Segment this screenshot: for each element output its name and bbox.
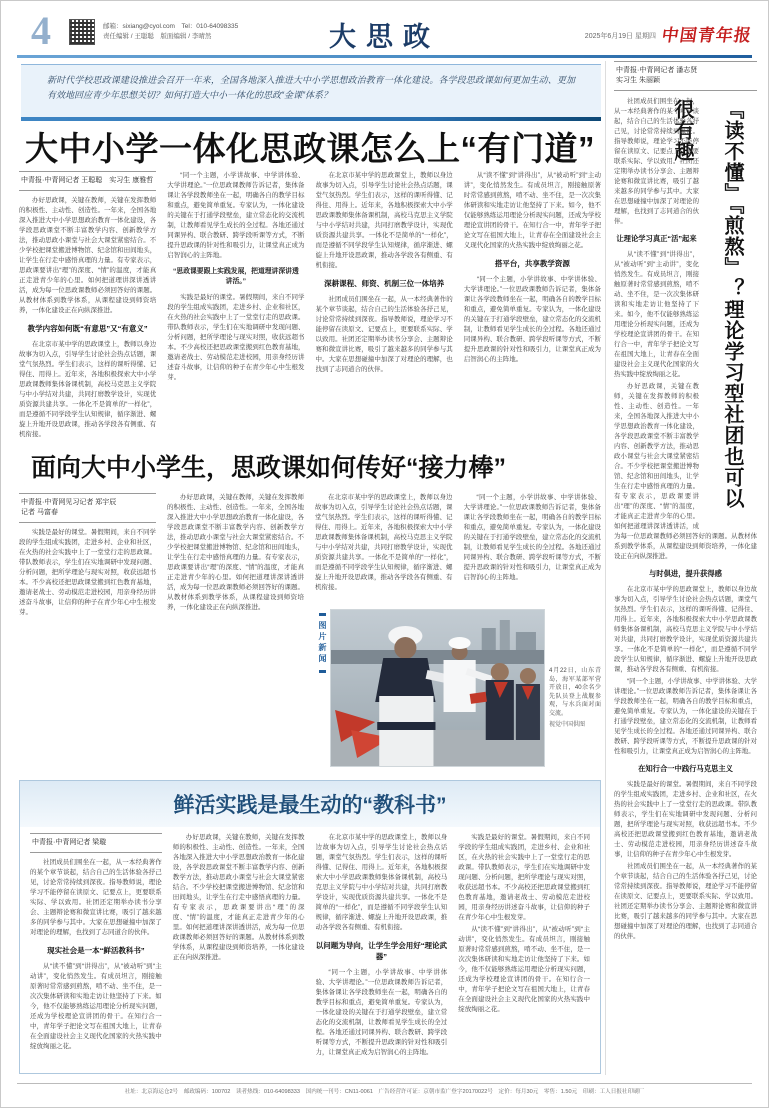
article3-col1 — [30, 833, 162, 1067]
article1-paragraph: “同一个主题，小学讲故事、中学讲体验、大学讲理论。”一位思政课教师告诉记者，集体备课让各学段教师坐在一起，明确各自的教学目标和重点，避免简单重复。专家认为，一体化建设的关键在于打通学段壁垒，建立常态化的交流机制，让教师看见学生成长的全过程。各地还通过同课异构、联合教研、跨学段听课等方式，不断提升思政课的针对性和吸引力，让课堂真正成为启智润心的主阵地。 — [167, 172, 305, 259]
page-header — [17, 8, 754, 53]
article1-pull-quote: “思政课要跟上实践发展，把道理讲深讲透讲活。” — [173, 268, 299, 285]
article1-byline: 中青报·中青网记者 王聪聪 实习生 康雅哲 — [19, 171, 156, 191]
dateline: 2025年6月19日 星期四 — [584, 33, 656, 40]
article3-byline: 中青报·中青网记者 梁璇 — [30, 833, 162, 853]
article1-subhead-1: 教学内容如何既“有意思”又“有意义” — [27, 324, 148, 333]
article1-paragraph: 社团成员们围坐在一起，从一本经典著作的某个章节谈起，结合自己的生活体验各抒己见，讨论常常持续到深夜。指导教师说，理论学习不能停留在读原文、记要点上，更要联系实际、学以致用。社团还定期举办读书分享会、主题辩论赛和微宣讲比赛，吸引了越来越多的同学参与其中。大家在思想碰撞中加深了对理论的理解，也找到了志同道合的伙伴。 — [315, 296, 453, 373]
article1-paragraph: 实践是最好的课堂。暑假期间，来自不同学段的学生组成实践团，走进乡村、企业和社区，在火热的社会实践中上了一堂堂行走的思政课。带队教师表示，学生们在实地调研中发现问题、分析问题，把所学理论与现实对照，收获远超书本。不少高校还把思政课堂搬到红色教育基地，邀请老战士、劳动模范走进校园，用亲身经历讲述奋斗故事，让信仰的种子在青少年心中生根发芽。 — [167, 294, 305, 381]
article3-subhead-1: 现实社会是一本“鲜活教科书” — [47, 946, 145, 955]
right-column-article — [605, 61, 757, 1075]
photo-caption — [545, 609, 601, 767]
article1-col2 — [167, 171, 304, 437]
article2-col1 — [19, 493, 156, 771]
label-square-icon — [319, 670, 326, 673]
right-column-paragraph: 社团成员们围坐在一起，从一本经典著作的某个章节谈起，结合自己的生活体验各抒己见，讨论常常持续到深夜。指导教师说，理论学习不能停留在读原文、记要点上，更要联系实际、学以致用。社团还定期举办读书分享会、主题辩论赛和微宣讲比赛，吸引了越来越多的同学参与其中。大家在思想碰撞中加深了对理论的理解，也找到了志同道合的伙伴。 — [614, 98, 699, 225]
right-column-byline-line1: 中青报·中青网记者 潘志贤 — [616, 67, 698, 74]
header-rule — [17, 55, 752, 58]
contact-email: 邮箱：sixiang@cyol.com Tel：010-64098335 — [103, 23, 239, 30]
article1-col1 — [19, 171, 156, 437]
article3-col3 — [316, 833, 448, 1067]
article3-paragraph: 实践是最好的课堂。暑假期间，来自不同学段的学生组成实践团，走进乡村、企业和社区，在火热的社会实践中上了一堂堂行走的思政课。带队教师表示，学生们在实地调研中发现问题、分析问题，把所学理论与现实对照，收获远超书本。不少高校还把思政课堂搬到红色教育基地，邀请老战士、劳动模范走进校园，用亲身经历讲述奋斗故事，让信仰的种子在青少年心中生根发芽。 — [458, 834, 590, 921]
article3-col2 — [173, 833, 305, 1067]
page-number: 4 — [31, 8, 51, 53]
article1-subhead-2: 深耕课程、师资、机制三位一体培养 — [324, 279, 445, 288]
article3-headline-band — [20, 781, 600, 827]
editor-note-box — [21, 64, 601, 118]
article3-paragraph: 办好思政课，关键在教师，关键在发挥教师的积极性、主动性、创造性。一年来，全国各地深入推进大中小学思想政治教育一体化建设，各学段思政课堂不断丰富教学内容、创新教学方法，推动思政小课堂与社会大课堂紧密结合。不少学校把课堂搬进博物馆、纪念馆和田间地头，让学生在行走中感悟真理的力量。有专家表示，思政课要讲出“理”的深度、“情”的温度，才能真正走进青少年的心里。如何把道理讲深讲透讲活，成为每一位思政课教师必须回答好的课题。从教材体系到教学体系，从课程建设到师资培养，一体化建设正在向纵深推进。 — [172, 834, 305, 961]
article2-right-block — [315, 493, 601, 771]
article2-byline-line2: 记者 马富春 — [21, 509, 58, 516]
right-column-paragraph: “同一个主题，小学讲故事、中学讲体验、大学讲理论。”一位思政课教师告诉记者，集体备课让各学段教师坐在一起，明确各自的教学目标和重点，避免简单重复。专家认为，一体化建设的关键在于打通学段壁垒，建立常态化的交流机制，让教师看见学生成长的全过程。各地还通过同课异构、联合教研、跨学段听课等方式，不断提升思政课的针对性和吸引力，让课堂真正成为启智润心的主阵地。 — [614, 678, 757, 755]
article1-paragraph: 在北京市某中学的思政课堂上，教师以身边故事为切入点，引导学生讨论社会热点话题，课堂气氛热烈。学生们表示，这样的课听得懂、记得住、用得上。近年来，各地积极探索大中小学思政课教师集体备课机制，高校马克思主义学院与中小学结对共建，共同打磨教学设计，实现优质资源共建共享。一体化不是简单的“一样化”，而是遵循不同学段学生认知规律，循序渐进、螺旋上升地开设思政课，推动各学段各有侧重、有机衔接。 — [19, 341, 157, 437]
article1-paragraph: 在北京市某中学的思政课堂上，教师以身边故事为切入点，引导学生讨论社会热点话题，课堂气氛热烈。学生们表示，这样的课听得懂、记得住、用得上。近年来，各地积极探索大中小学思政课教师集体备课机制，高校马克思主义学院与中小学结对共建，共同打磨教学设计，实现优质资源共建共享。一体化不是简单的“一样化”，而是遵循不同学段学生认知规律，循序渐进、螺旋上升地开设思政课，推动各学段各有侧重、有机衔接。 — [315, 172, 453, 269]
news-photo-illustration — [331, 610, 544, 766]
news-photo — [330, 609, 545, 767]
article3-subhead-2: 以问题为导向，让学生学会用好“理论武器” — [315, 941, 447, 961]
article2-paragraph: 办好思政课，关键在教师，关键在发挥教师的积极性、主动性、创造性。一年来，全国各地深入推进大中小学思想政治教育一体化建设，各学段思政课堂不断丰富教学内容、创新教学方法，推动思政小课堂与社会大课堂紧密结合。不少学校把课堂搬进博物馆、纪念馆和田间地头，让学生在行走中感悟真理的力量。有专家表示，思政课要讲出“理”的深度、“情”的温度，才能真正走进青少年的心里。如何把道理讲深讲透讲活，成为每一位思政课教师必须回答好的课题。从教材体系到教学体系，从课程建设到师资培养，一体化建设正在向纵深推进。 — [167, 494, 304, 611]
photo-news-label — [315, 609, 330, 767]
right-column-subhead-1: 让理论学习真正“活”起来 — [616, 234, 697, 243]
photo-module — [315, 609, 601, 767]
right-column-paragraph: 在北京市某中学的思政课堂上，教师以身边故事为切入点，引导学生讨论社会热点话题，课堂气氛热烈。学生们表示，这样的课听得懂、记得住、用得上。近年来，各地积极探索大中小学思政课教师集体备课机制，高校马克思主义学院与中小学结对共建，共同打磨教学设计，实现优质资源共建共享。一体化不是简单的“一样化”，而是遵循不同学段学生认知规律，循序渐进、螺旋上升地开设思政课，推动各学段各有侧重、有机衔接。 — [614, 586, 757, 673]
article1-col3 — [316, 171, 453, 437]
article2-byline-line1: 中青报·中青网见习记者 郑宇辰 — [21, 499, 117, 506]
article2-col4 — [464, 493, 602, 605]
article1-headline: 大中小学一体化思政课怎么上“有门道” — [25, 130, 595, 167]
article1-paragraph: 从“读不懂”到“讲得出”，从“被动听”到“主动讲”，变化悄然发生。有成员坦言，刚接触原著时常常感到煎熬，啃不动、坐不住，是一次次集体研读和实地走访让他坚持了下来。如今，他不仅能够熟练运用理论分析现实问题，还成为学校理论宣讲团的骨干。在知行合一中，青年学子把论文写在祖国大地上，让青春在全面建设社会主义现代化国家的火热实践中绽放绚丽之花。 — [463, 172, 601, 249]
right-column-paragraph: 办好思政课，关键在教师，关键在发挥教师的积极性、主动性、创造性。一年来，全国各地深入推进大中小学思想政治教育一体化建设，各学段思政课堂不断丰富教学内容、创新教学方法，推动思政小课堂与社会大课堂紧密结合。不少学校把课堂搬进博物馆、纪念馆和田间地头，让学生在行走中感悟真理的力量。有专家表示，思政课要讲出“理”的深度、“情”的温度，才能真正走进青少年的心里。如何把道理讲深讲透讲活，成为每一位思政课教师必须回答好的课题。从教材体系到教学体系，从课程建设到师资培养，一体化建设正在向纵深推进。 — [614, 383, 757, 560]
article1-paragraph: “同一个主题，小学讲故事、中学讲体验、大学讲理论。”一位思政课教师告诉记者，集体备课让各学段教师坐在一起，明确各自的教学目标和重点，避免简单重复。专家认为，一体化建设的关键在于打通学段壁垒，建立常态化的交流机制，让教师看见学生成长的全过程。各地还通过同课异构、联合教研、跨学段听课等方式，不断提升思政课的针对性和吸引力，让课堂真正成为启智润心的主阵地。 — [463, 276, 601, 363]
publication-footer: 社址：北京海运仓2号 邮政编码：100702 读者热线：010-64098333 国内统一刊号：CN11-0061 广告经营许可证：京朝市监广登字20170022号 定价：每月30元 零售：1.50元 印刷：工人日报社印刷厂 — [17, 1083, 752, 1095]
right-column-byline — [614, 61, 757, 91]
article3-headline: 鲜活实践是最生动的“教科书” — [173, 794, 447, 817]
article3-paragraph: 在北京市某中学的思政课堂上，教师以身边故事为切入点，引导学生讨论社会热点话题，课堂气氛热烈。学生们表示，这样的课听得懂、记得住、用得上。近年来，各地积极探索大中小学思政课教师集体备课机制，高校马克思主义学院与中小学结对共建，共同打磨教学设计，实现优质资源共建共享。一体化不是简单的“一样化”，而是遵循不同学段学生认知规律，循序渐进、螺旋上升地开设思政课，推动各学段各有侧重、有机衔接。 — [315, 834, 448, 931]
article1-col4 — [464, 171, 601, 437]
photo-credit: 视觉中国供图 — [549, 722, 586, 728]
right-column-subhead-2: 与时俱进，提升获得感 — [649, 569, 722, 578]
right-column-paragraph: 实践是最好的课堂。暑假期间，来自不同学段的学生组成实践团，走进乡村、企业和社区，在火热的社会实践中上了一堂堂行走的思政课。带队教师表示，学生们在实地调研中发现问题、分析问题，把所学理论与现实对照，收获远超书本。不少高校还把思政课堂搬到红色教育基地，邀请老战士、劳动模范走进校园，用亲身经历讲述奋斗故事，让信仰的种子在青少年心中生根发芽。 — [614, 781, 757, 858]
article3-paragraph: 从“读不懂”到“讲得出”，从“被动听”到“主动讲”，变化悄然发生。有成员坦言，刚接触原著时常常感到煎熬，啃不动、坐不住，是一次次集体研读和实地走访让他坚持了下来。如今，他不仅能够熟练运用理论分析现实问题，还成为学校理论宣讲团的骨干。在知行合一中，青年学子把论文写在祖国大地上，让青春在全面建设社会主义现代化国家的火热实践中绽放绚丽之花。 — [30, 963, 162, 1050]
article2-headline: 面向大中小学生，思政课如何传好“接力棒” — [31, 454, 507, 482]
article3-columns — [20, 827, 600, 1067]
right-column-vertical-headline: 『读不懂』『煎熬』？理论学习型社团也可以很有趣 — [671, 99, 743, 509]
right-column-paragraph: 社团成员们围坐在一起，从一本经典著作的某个章节谈起，结合自己的生活体验各抒己见，讨论常常持续到深夜。指导教师说，理论学习不能停留在读原文、记要点上，更要联系实际、学以致用。社团还定期举办读书分享会、主题辩论赛和微宣讲比赛，吸引了越来越多的同学参与其中。大家在思想碰撞中加深了对理论的理解，也找到了志同道合的伙伴。 — [614, 863, 757, 940]
masthead-logo: 中国青年报 — [660, 26, 754, 45]
article2-paragraph: 在北京市某中学的思政课堂上，教师以身边故事为切入点，引导学生讨论社会热点话题，课堂气氛热烈。学生们表示，这样的课听得懂、记得住、用得上。近年来，各地积极探索大中小学思政课教师集体备课机制，高校马克思主义学院与中小学结对共建，共同打磨教学设计，实现优质资源共建共享。一体化不是简单的“一样化”，而是遵循不同学段学生认知规律，循序渐进、螺旋上升地开设思政课，推动各学段各有侧重、有机衔接。 — [315, 494, 453, 591]
editor-note-text: 新时代学校思政课建设推进会召开一年来，全国各地深入推进大中小学思想政治教育一体化建设。各学段思政课如何更加生动、更加有效地回应青少年思想关切？如何打造大中小一体化的思政“金课”体系？ — [47, 75, 575, 100]
article3-paragraph: 从“读不懂”到“讲得出”，从“被动听”到“主动讲”，变化悄然发生。有成员坦言，刚接触原著时常常感到煎熬，啃不动、坐不住，是一次次集体研读和实地走访让他坚持了下来。如今，他不仅能够熟练运用理论分析现实问题，还成为学校理论宣讲团的骨干。在知行合一中，青年学子把论文写在祖国大地上，让青春在全面建设社会主义现代化国家的火热实践中绽放绚丽之花。 — [458, 926, 590, 1013]
article2-col2 — [167, 493, 304, 771]
photo-caption-text: 4月22日，山东青岛，海军某部军营开放日，40余名少先队员登上战舰参观，与水兵面对面交流。 — [549, 668, 601, 717]
article3-paragraph: 社团成员们围坐在一起，从一本经典著作的某个章节谈起，结合自己的生活体验各抒己见，讨论常常持续到深夜。指导教师说，理论学习不能停留在读原文、记要点上，更要联系实际、学以致用。社团还定期举办读书分享会、主题辩论赛和微宣讲比赛，吸引了越来越多的同学参与其中。大家在思想碰撞中加深了对理论的理解，也找到了志同道合的伙伴。 — [30, 859, 162, 936]
article2-paragraph: “同一个主题，小学讲故事、中学讲体验、大学讲理论。”一位思政课教师告诉记者，集体备课让各学段教师坐在一起，明确各自的教学目标和重点，避免简单重复。专家认为，一体化建设的关键在于打通学段壁垒，建立常态化的交流机制，让教师看见学生成长的全过程。各地还通过同课异构、联合教研、跨学段听课等方式，不断提升思政课的针对性和吸引力，让课堂真正成为启智润心的主阵地。 — [463, 494, 601, 581]
article3-paragraph: “同一个主题，小学讲故事、中学讲体验、大学讲理论。”一位思政课教师告诉记者，集体备课让各学段教师坐在一起，明确各自的教学目标和重点，避免简单重复。专家认为，一体化建设的关键在于打通学段壁垒，建立常态化的交流机制，让教师看见学生成长的全过程。各地还通过同课异构、联合教研、跨学段听课等方式，不断提升思政课的针对性和吸引力，让课堂真正成为启智润心的主阵地。 — [315, 969, 448, 1056]
article2-byline — [19, 493, 156, 523]
article2-col3 — [315, 493, 453, 605]
section-title: 大思政 — [329, 22, 440, 52]
article3-col4 — [458, 833, 590, 1067]
article1-paragraph: 办好思政课，关键在教师，关键在发挥教师的积极性、主动性、创造性。一年来，全国各地深入推进大中小学思想政治教育一体化建设，各学段思政课堂不断丰富教学内容、创新教学方法，推动思政小课堂与社会大课堂紧密结合。不少学校把课堂搬进博物馆、纪念馆和田间地头，让学生在行走中感悟真理的力量。有专家表示，思政课要讲出“理”的深度、“情”的温度，才能真正走进青少年的心里。如何把道理讲深讲透讲活，成为每一位思政课教师必须回答好的课题。从教材体系到教学体系，从课程建设到师资培养，一体化建设正在向纵深推进。 — [19, 197, 157, 314]
label-square-icon — [319, 613, 326, 616]
right-column-byline-line2: 实习生 朱丽颖 — [616, 77, 660, 84]
article2-columns — [19, 493, 601, 771]
right-column-paragraph: 从“读不懂”到“讲得出”，从“被动听”到“主动讲”，变化悄然发生。有成员坦言，刚接触原著时常常感到煎熬，啃不动、坐不住，是一次次集体研读和实地走访让他坚持了下来。如今，他不仅能够熟练运用理论分析现实问题，还成为学校理论宣讲团的骨干。在知行合一中，青年学子把论文写在祖国大地上，让青春在全面建设社会主义现代化国家的火热实践中绽放绚丽之花。 — [614, 251, 699, 378]
article1-columns — [19, 171, 601, 437]
article3-box — [19, 780, 601, 1074]
right-column-subhead-3: 在知行合一中践行马克思主义 — [638, 764, 733, 773]
editors-line: 责任编辑 / 王聪聪 版面编辑 / 李晴然 — [103, 33, 212, 40]
article2-paragraph: 实践是最好的课堂。暑假期间，来自不同学段的学生组成实践团，走进乡村、企业和社区，在火热的社会实践中上了一堂堂行走的思政课。带队教师表示，学生们在实地调研中发现问题、分析问题，把所学理论与现实对照，收获远超书本。不少高校还把思政课堂搬到红色教育基地，邀请老战士、劳动模范走进校园，用亲身经历讲述奋斗故事，让信仰的种子在青少年心中生根发芽。 — [19, 529, 156, 616]
article1-subhead-3: 搭平台，共享教学资源 — [494, 259, 570, 268]
photo-label-text: 图片新闻 — [318, 621, 327, 665]
